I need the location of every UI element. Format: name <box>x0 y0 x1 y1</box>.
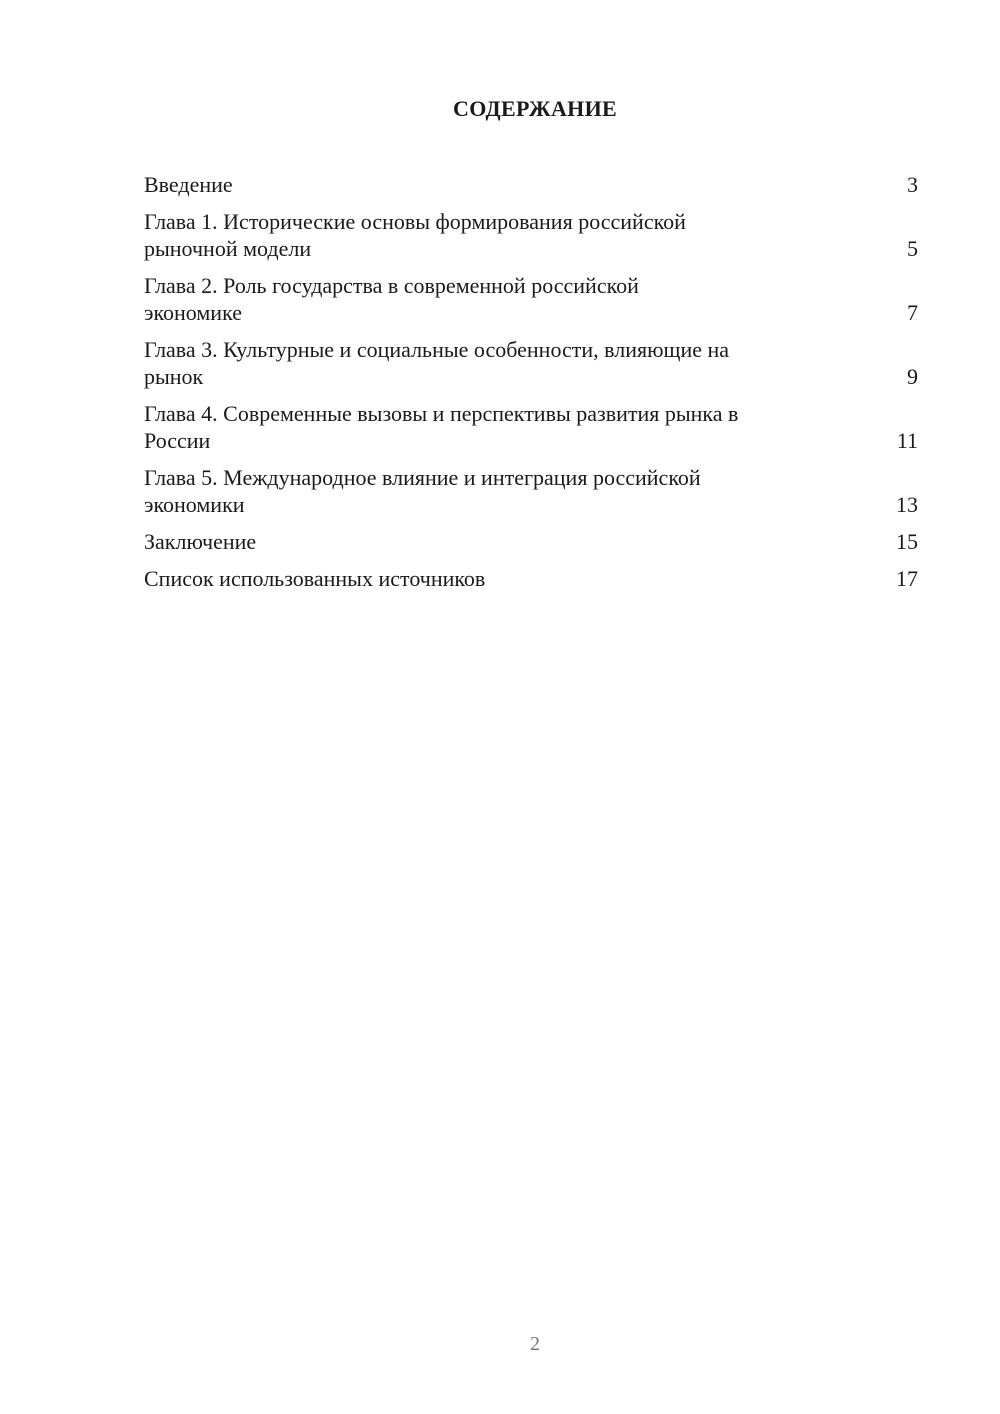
toc-item-label-line: Глава 4. Современные вызовы и перспективы развития рынка в <box>144 401 739 426</box>
toc-item-references[interactable] <box>144 565 918 592</box>
toc-item-label: Список использованных источников <box>144 566 486 591</box>
toc-item-label-line: Глава 3. Культурные и социальные особенности, влияющие на <box>144 337 730 362</box>
toc-item-chapter-5[interactable] <box>144 464 918 518</box>
toc-item-label: Заключение <box>144 529 257 554</box>
footer-page-number: 2 <box>530 1333 540 1355</box>
toc-item-page-number: 7 <box>907 300 918 325</box>
table-of-contents <box>144 171 918 602</box>
toc-item-page-number: 9 <box>907 364 918 389</box>
toc-item-chapter-4[interactable] <box>144 400 918 454</box>
toc-item-conclusion[interactable] <box>144 528 918 555</box>
toc-item-label <box>144 272 639 326</box>
toc-item-label-line: рыночной модели <box>144 236 312 261</box>
toc-item-chapter-1[interactable] <box>144 208 918 262</box>
toc-item-label-line: России <box>144 428 211 453</box>
toc-item-label: Введение <box>144 172 233 197</box>
toc-item-page-number: 15 <box>896 529 918 554</box>
toc-item-label <box>144 464 701 518</box>
page-title: СОДЕРЖАНИЕ <box>453 96 617 121</box>
toc-item-label-line: рынок <box>144 364 204 389</box>
toc-item-label <box>144 208 686 262</box>
toc-item-label <box>144 336 729 390</box>
toc-item-chapter-2[interactable] <box>144 272 918 326</box>
toc-item-page-number: 17 <box>896 566 918 591</box>
toc-item-label-line: Глава 1. Исторические основы формирования российской <box>144 209 686 234</box>
toc-item-label-line: Глава 2. Роль государства в современной российской <box>144 273 639 298</box>
toc-item-label-line: экономике <box>144 300 242 325</box>
toc-item-page-number: 11 <box>896 428 918 453</box>
toc-item-label-line: Глава 5. Международное влияние и интеграция российской <box>144 465 701 490</box>
toc-item-introduction[interactable] <box>144 171 918 198</box>
toc-item-page-number: 3 <box>907 172 918 197</box>
toc-item-page-number: 5 <box>907 236 918 261</box>
toc-item-label <box>144 400 738 454</box>
toc-item-label-line: экономики <box>144 492 245 517</box>
toc-item-page-number: 13 <box>896 492 918 517</box>
toc-item-chapter-3[interactable] <box>144 336 918 390</box>
